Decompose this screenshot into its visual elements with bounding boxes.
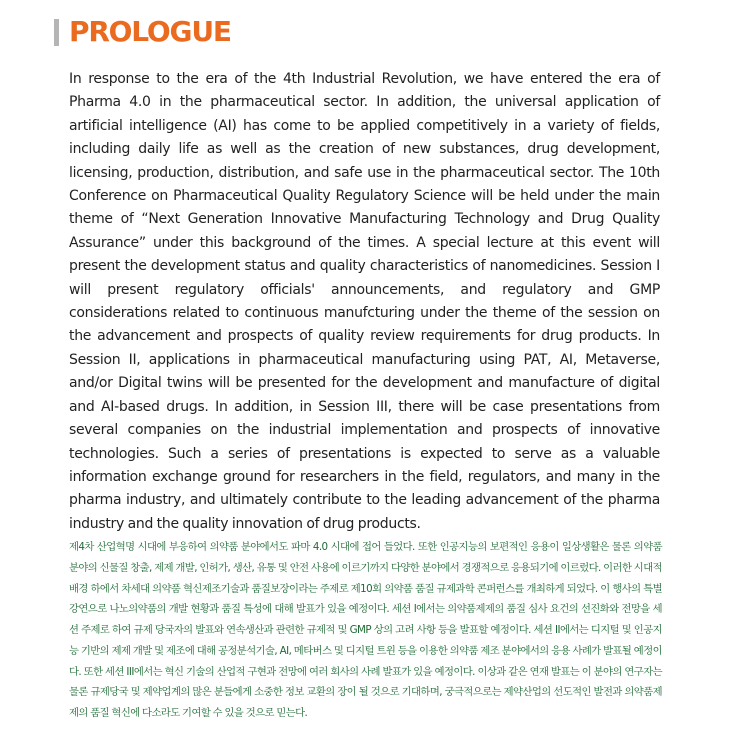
section-heading [54,14,231,50]
section-title: PROLOGUE [69,15,231,48]
korean-paragraph: 제4차 산업혁명 시대에 부응하여 의약품 분야에서도 파마 4.0 시대에 접어 들었다. 또한 인공지능의 보편적인 응용이 일상생활은 물론 의약품 분야의 신물질 창출, 제제 개발, 인허가, 생산, 유통 및 안전 사용에 이르기까지 다양한 분야에서 경쟁적으로 응용되기에 이르렀다. 이러한 시대적 배경 하에서 차세대 의약품 혁신제조기술과 품질보장이라는 주제로 제10회 의약품 품질 규제과학 콘퍼런스를 개최하게 되었다. 이 행사의 특별강연으로 나노의약품의 개발 현황과 품질 특성에 대해 발표가 있을 예정이다. 세션 I에서는 의약품제제의 품질 심사 요건의 선진화와 전망을 세션 주제로 하여 규제 당국자의 발표와 연속생산과 관련한 규제적 및 GMP 상의 고려 사항 등을 발표할 예정이다. 세션 II에서는 디지털 및 인공지능 기반의 제제 개발 및 제조에 대해 공정분석기술, AI, 메타버스 및 디지털 트윈 등을 이용한 의약품 제조 분야에서의 응용 사례가 발표될 예정이다. 또한 세션 III에서는 혁신 기술의 산업적 구현과 전망에 여러 회사의 사례 발표가 있을 예정이다. 이상과 같은 연재 발표는 이 분야의 연구자는 물론 규제당국 및 제약업계의 많은 분들에게 소중한 정보 교환의 장이 될 것으로 기대하며, 궁극적으로는 제약산업의 선도적인 발전과 의약품제제의 품질 혁신에 다소라도 기여할 수 있을 것으로 믿는다. [69,541,662,719]
english-paragraph: In response to the era of the 4th Industrial Revolution, we have entered the era of Pharma 4.0 in the pharmaceutical sector. In addition, the universal application of artificial intelligence (AI) has come to be applied competitively in a variety of fields, including daily life as well as the creation of new substances, drug development, licensing, production, distribution, and safe use in the pharmaceutical sector. The 10th Conference on Pharmaceutical Quality Regulatory Science will be held under the main theme of “Next Generation Innovative Manufacturing Technology and Drug Quality Assurance” under this background of the times. A special lecture at this event will present the development status and quality characteristics of nanomedicines. Session I will present regulatory officials' announcements, and regulatory and GMP considerations related to continuous manufcturing under the theme of the session on the advancement and prospects of quality review requirements for drug products. In Session II, applications in pharmaceutical manufacturing using PAT, AI, Metaverse, and/or Digital twins will be presented for the development and manufacture of digital and AI-based drugs. In addition, in Session III, there will be case presentations from several companies on the industrial implementation and prospects of innovative technologies. Such a series of presentations is expected to serve as a valuable information exchange ground for researchers in the field, regulators, and many in the pharma industry, and ultimately contribute to the leading advancement of the pharma industry and the quality innovation of drug products. [69,71,660,532]
heading-accent-bar [54,19,59,46]
